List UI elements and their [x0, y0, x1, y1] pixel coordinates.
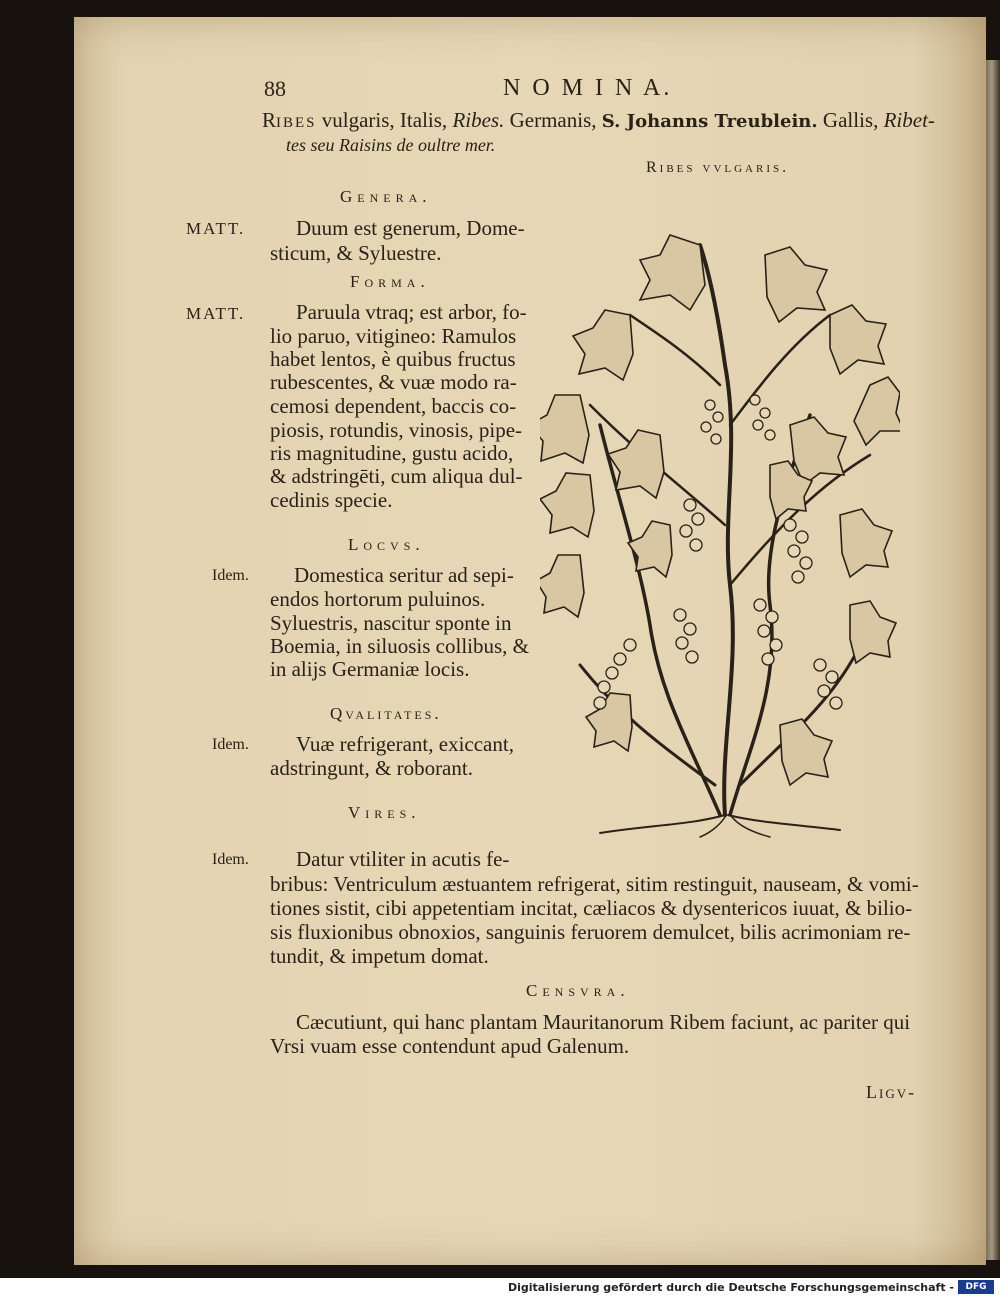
qualitates-line-1: Vuæ refrigerant, exiccant,: [296, 732, 514, 756]
genera-line-1: Duum est generum, Dome-: [296, 216, 525, 240]
heading-censura: Censvra.: [526, 981, 630, 1000]
intro-dropcap: R: [262, 108, 277, 132]
qualitates-line-2: adstringunt, & roborant.: [270, 756, 473, 780]
locus-line-3: Syluestris, nascitur sponte in: [270, 611, 512, 635]
ribes-woodcut-illustration: [540, 225, 900, 840]
footer-credit: Digitalisierung gefördert durch die Deutsche Forschungsgemeinschaft -: [507, 1281, 954, 1294]
digitization-footer: [0, 1278, 1000, 1297]
forma-line-9: cedinis specie.: [270, 488, 393, 512]
genera-line-2: sticum, & Syluestre.: [270, 241, 442, 265]
label-idem-locus: Idem.: [212, 567, 249, 584]
heading-vires: Vires.: [348, 803, 421, 822]
intro-italic-ribes: Ribes.: [452, 108, 505, 132]
forma-line-6: piosis, rotundis, vinosis, pipe-: [270, 418, 523, 442]
label-matt-genera: MATT.: [186, 219, 246, 238]
intro-smallcaps: IBES: [276, 115, 317, 131]
forma-line-1: Paruula vtraq; est arbor, fo-: [296, 300, 527, 324]
vires-line-3: tiones sistit, cibi appetentiam incitat, cæliacos & dysentericos iuuat, & bilio-: [270, 896, 913, 920]
heading-qualitates: Qvalitates.: [330, 704, 442, 723]
heading-genera: Genera.: [340, 187, 432, 206]
locus-line-4: Boemia, in siluosis collibus, &: [270, 634, 530, 658]
intro-text: vulgaris, Italis,: [316, 108, 453, 132]
intro-line-2: tes seu Raisins de oultre mer.: [286, 135, 496, 155]
locus-line-5: in alijs Germaniæ locis.: [270, 657, 470, 681]
page-number: 88: [264, 76, 286, 101]
intro-german-name: S. Johanns Treublein.: [601, 111, 818, 132]
running-head: N O M I N A.: [503, 75, 673, 101]
forma-line-5: cemosi dependent, baccis co-: [270, 394, 517, 418]
forma-line-7: ris magnitudine, gustu acido,: [270, 441, 514, 465]
heading-forma: Forma.: [350, 272, 430, 291]
vires-line-2: bribus: Ventriculum æstuantem refrigerat, sitim restinguit, nauseam, & vomi-: [270, 872, 919, 896]
intro-line-1: [262, 110, 935, 131]
censura-line-1: Cæcutiunt, qui hanc plantam Mauritanorum Ribem faciunt, ac pariter qui: [296, 1010, 911, 1034]
label-idem-qualitates: Idem.: [212, 736, 249, 753]
intro-french-name: Ribet-: [883, 108, 935, 132]
label-matt-forma: MATT.: [186, 304, 246, 323]
vires-line-5: tundit, & impetum domat.: [270, 944, 489, 968]
locus-line-2: endos hortorum puluinos.: [270, 587, 486, 611]
book-edge: [984, 60, 1000, 1260]
censura-line-2: Vrsi vuam esse contendunt apud Galenum.: [270, 1034, 630, 1058]
forma-line-8: & adstringēti, cum aliqua dul-: [270, 464, 523, 488]
intro-text-germanis: Germanis,: [504, 108, 602, 132]
catchword: Ligv-: [866, 1082, 917, 1102]
forma-line-3: habet lentos, è quibus fructus: [270, 347, 516, 371]
forma-line-4: rubescentes, & vuæ modo ra-: [270, 370, 517, 394]
forma-line-2: lio paruo, vitigineo: Ramulos: [270, 324, 517, 348]
vires-line-4: sis fluxionibus obnoxios, sanguinis feruorem demulcet, bilis acrimoniam re-: [270, 920, 911, 944]
figure-caption: Ribes vvlgaris.: [646, 159, 790, 176]
heading-locus: Locvs.: [348, 535, 425, 554]
vires-line-1: Datur vtiliter in acutis fe-: [296, 847, 510, 871]
intro-text-gallis: Gallis,: [817, 108, 884, 132]
locus-line-1: Domestica seritur ad sepi-: [294, 563, 514, 587]
label-idem-vires: Idem.: [212, 851, 249, 868]
dfg-logo: DFG: [958, 1280, 994, 1294]
